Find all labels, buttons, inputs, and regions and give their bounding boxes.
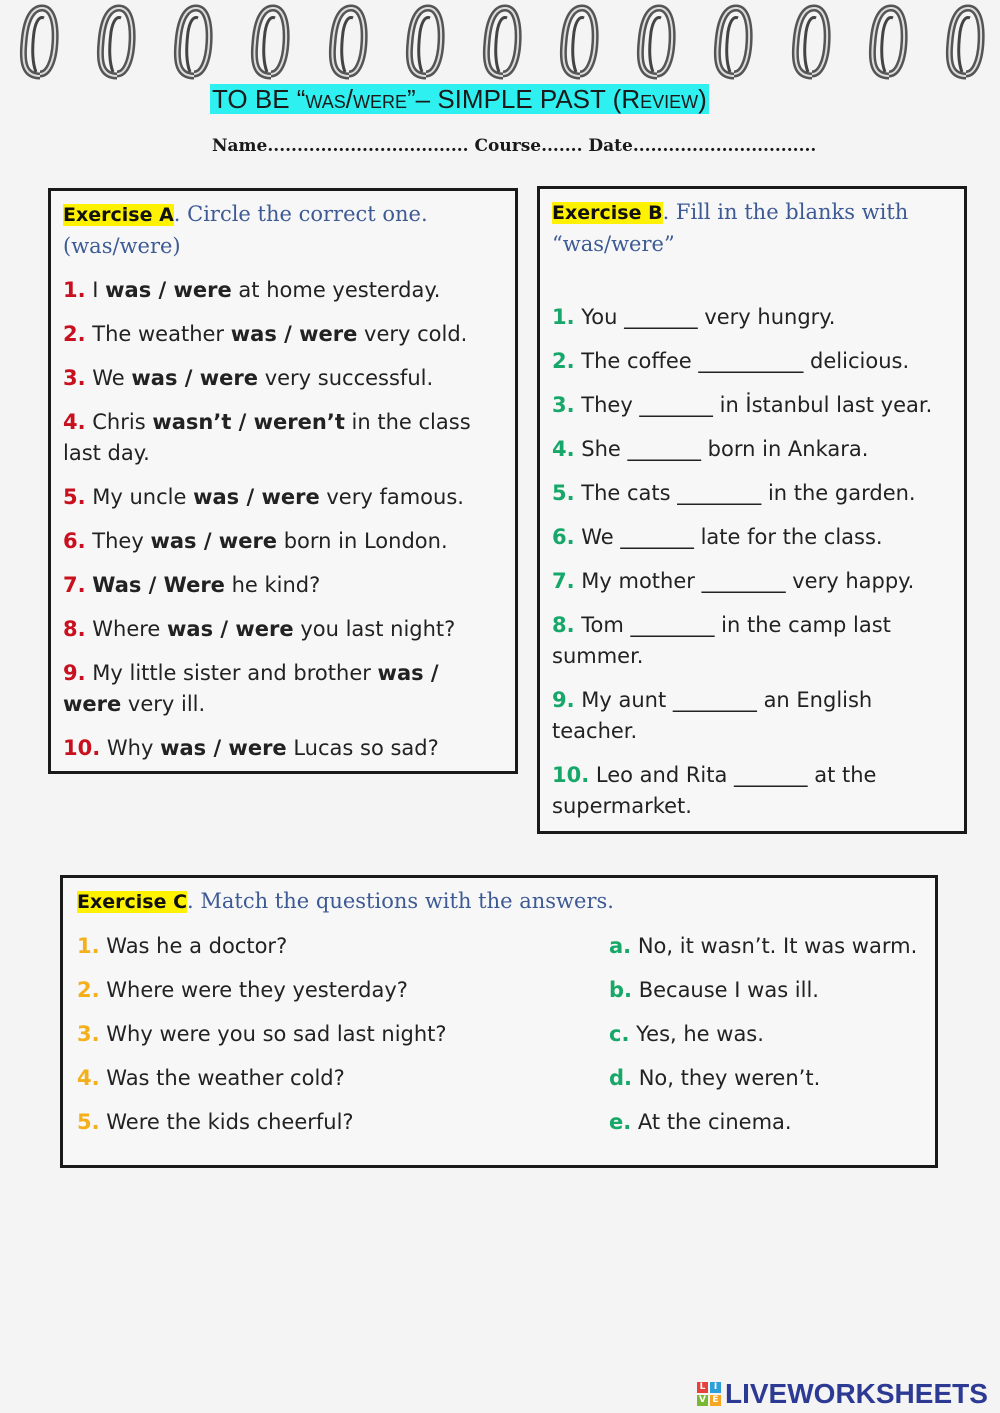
exercise-a-item <box>63 614 503 645</box>
binder-ring-icon <box>558 2 602 82</box>
exercise-a-tag: Exercise A <box>63 204 174 226</box>
circle-choice[interactable]: was / were <box>105 278 232 302</box>
item-number: 2. <box>77 978 100 1002</box>
item-text: very cold. <box>357 322 468 346</box>
circle-choice[interactable]: Was / Were <box>92 573 225 597</box>
fill-blank-sentence[interactable]: You _______ very hungry. <box>574 305 836 329</box>
item-number: 5. <box>77 1110 100 1134</box>
item-letter: b. <box>609 978 633 1002</box>
exercise-b-item[interactable] <box>552 346 952 377</box>
item-letter: e. <box>609 1110 632 1134</box>
fill-blank-sentence[interactable]: We _______ late for the class. <box>574 525 883 549</box>
item-number: 5. <box>63 485 86 509</box>
liveworksheets-logo <box>697 1376 988 1412</box>
item-text: My uncle <box>85 485 194 509</box>
exercise-b-item[interactable] <box>552 478 952 509</box>
match-answer[interactable] <box>609 1063 921 1094</box>
circle-choice[interactable]: was / were <box>167 617 294 641</box>
binder-ring-icon <box>95 2 139 82</box>
circle-choice[interactable]: was / were <box>230 322 358 346</box>
item-number: 7. <box>63 573 86 597</box>
exercise-a-item <box>63 482 503 513</box>
exercise-a-item <box>63 526 503 557</box>
answer-text: No, it wasn’t. It was warm. <box>631 934 918 958</box>
fill-blank-sentence[interactable]: My aunt ________ an English teacher. <box>552 688 873 743</box>
exercise-b-item[interactable] <box>552 566 952 597</box>
circle-choice[interactable]: was / were <box>131 366 259 390</box>
item-number: 8. <box>63 617 86 641</box>
item-number: 3. <box>63 366 86 390</box>
item-text: Where <box>85 617 168 641</box>
exercise-c-tag: Exercise C <box>77 891 188 913</box>
circle-choice[interactable]: was / were <box>63 661 439 716</box>
fill-blank-sentence[interactable]: Tom ________ in the camp last summer. <box>552 613 891 668</box>
exercise-a-item <box>63 407 503 469</box>
logo-letter: V <box>697 1395 708 1406</box>
binder-ring-icon <box>635 2 679 82</box>
logo-letter: E <box>710 1395 721 1406</box>
exercise-b-item[interactable] <box>552 302 952 333</box>
logo-letter: I <box>710 1382 721 1393</box>
exercise-b-item[interactable] <box>552 390 952 421</box>
item-number: 10. <box>63 736 101 760</box>
fill-blank-sentence[interactable]: Leo and Rita _______ at the supermarket. <box>552 763 877 818</box>
item-text: Why <box>100 736 161 760</box>
match-answer[interactable] <box>609 1019 921 1050</box>
exercise-a-box <box>48 188 518 774</box>
item-text: My little sister and brother <box>85 661 378 685</box>
item-text: The weather <box>85 322 231 346</box>
item-number: 1. <box>77 934 100 958</box>
exercise-c-answers <box>609 918 921 1138</box>
item-text: very successful. <box>258 366 434 390</box>
exercise-c-box <box>60 875 938 1168</box>
binder-ring-icon <box>712 2 756 82</box>
exercise-c-heading: Exercise C. Match the questions with the answers. <box>77 889 614 913</box>
exercise-b-heading: Exercise B. Fill in the blanks with “was/were” <box>552 200 909 256</box>
binder-ring-icon <box>249 2 293 82</box>
match-question[interactable] <box>77 1107 447 1138</box>
binder-ring-icon <box>327 2 371 82</box>
item-number: 2. <box>552 349 575 373</box>
binder-ring-icon <box>172 2 216 82</box>
exercise-b-item[interactable] <box>552 685 952 747</box>
exercise-a-list <box>63 275 503 764</box>
exercise-a-item <box>63 733 503 764</box>
item-number: 6. <box>552 525 575 549</box>
item-number: 9. <box>63 661 86 685</box>
item-text: in the class last day. <box>63 410 471 465</box>
question-text: Was he a doctor? <box>99 934 288 958</box>
item-number: 8. <box>552 613 575 637</box>
circle-choice[interactable]: was / were <box>160 736 287 760</box>
exercise-a-item <box>63 570 503 601</box>
answer-text: Because I was ill. <box>632 978 819 1002</box>
circle-choice[interactable]: was / were <box>150 529 278 553</box>
item-text: Chris <box>85 410 153 434</box>
logo-letter: L <box>697 1382 708 1393</box>
item-text: you last night? <box>293 617 456 641</box>
exercise-a-item <box>63 275 503 306</box>
item-text: Lucas so sad? <box>286 736 439 760</box>
exercise-b-tag: Exercise B <box>552 202 663 224</box>
match-answer[interactable] <box>609 931 921 962</box>
item-text: I <box>85 278 106 302</box>
exercise-b-item[interactable] <box>552 610 952 672</box>
fill-blank-sentence[interactable]: She _______ born in Ankara. <box>574 437 869 461</box>
item-number: 10. <box>552 763 590 787</box>
item-letter: d. <box>609 1066 633 1090</box>
item-text: They <box>85 529 151 553</box>
exercise-a-item <box>63 658 503 720</box>
item-text: very ill. <box>121 692 206 716</box>
item-number: 6. <box>63 529 86 553</box>
exercise-a-item <box>63 319 503 350</box>
fill-blank-sentence[interactable]: The coffee __________ delicious. <box>574 349 910 373</box>
item-number: 5. <box>552 481 575 505</box>
binder-ring-icon <box>481 2 525 82</box>
exercise-b-item[interactable] <box>552 434 952 465</box>
match-question[interactable] <box>77 1019 447 1050</box>
fill-blank-sentence[interactable]: They _______ in İstanbul last year. <box>574 393 933 417</box>
binder-ring-icon <box>18 2 62 82</box>
item-number: 4. <box>63 410 86 434</box>
fill-blank-sentence[interactable]: The cats ________ in the garden. <box>574 481 916 505</box>
circle-choice[interactable]: was / were <box>193 485 320 509</box>
item-number: 1. <box>552 305 575 329</box>
item-number: 2. <box>63 322 86 346</box>
question-text: Was the weather cold? <box>99 1066 345 1090</box>
item-text: he kind? <box>224 573 321 597</box>
item-text: We <box>85 366 132 390</box>
item-number: 4. <box>77 1066 100 1090</box>
item-text: born in London. <box>277 529 448 553</box>
question-text: Were the kids cheerful? <box>99 1110 354 1134</box>
item-number: 7. <box>552 569 575 593</box>
answer-text: Yes, he was. <box>629 1022 764 1046</box>
match-question[interactable] <box>77 975 447 1006</box>
name-course-date-line: Name.................................. Course....... Date............................... <box>212 136 817 156</box>
exercise-a-heading: Exercise A. Circle the correct one. (was/were) <box>63 202 428 258</box>
answer-text: At the cinema. <box>631 1110 792 1134</box>
binder-rings <box>18 2 988 82</box>
exercise-c-questions <box>77 918 447 1138</box>
item-number: 9. <box>552 688 575 712</box>
match-answer[interactable] <box>609 1107 921 1138</box>
logo-text: LIVEWORKSHEETS <box>725 1378 988 1409</box>
item-number: 1. <box>63 278 86 302</box>
exercise-b-list <box>552 302 952 822</box>
exercise-b-item[interactable] <box>552 522 952 553</box>
exercise-b-box <box>537 186 967 834</box>
match-answer[interactable] <box>609 975 921 1006</box>
item-text: at home yesterday. <box>231 278 441 302</box>
circle-choice[interactable]: wasn’t / weren’t <box>152 410 345 434</box>
logo-icon <box>697 1382 721 1406</box>
question-text: Why were you so sad last night? <box>99 1022 447 1046</box>
page-title: TO BE “was/were”– SIMPLE PAST (Review) <box>212 84 707 114</box>
item-number: 3. <box>552 393 575 417</box>
binder-ring-icon <box>867 2 911 82</box>
item-letter: c. <box>609 1022 630 1046</box>
binder-ring-icon <box>790 2 834 82</box>
exercise-a-item <box>63 363 503 394</box>
question-text: Where were they yesterday? <box>99 978 408 1002</box>
exercise-b-item[interactable] <box>552 760 952 822</box>
item-number: 4. <box>552 437 575 461</box>
item-number: 3. <box>77 1022 100 1046</box>
fill-blank-sentence[interactable]: My mother ________ very happy. <box>574 569 915 593</box>
answer-text: No, they weren’t. <box>632 1066 821 1090</box>
binder-ring-icon <box>944 2 988 82</box>
item-text: very famous. <box>319 485 464 509</box>
match-question[interactable] <box>77 931 447 962</box>
item-letter: a. <box>609 934 632 958</box>
match-question[interactable] <box>77 1063 447 1094</box>
binder-ring-icon <box>404 2 448 82</box>
